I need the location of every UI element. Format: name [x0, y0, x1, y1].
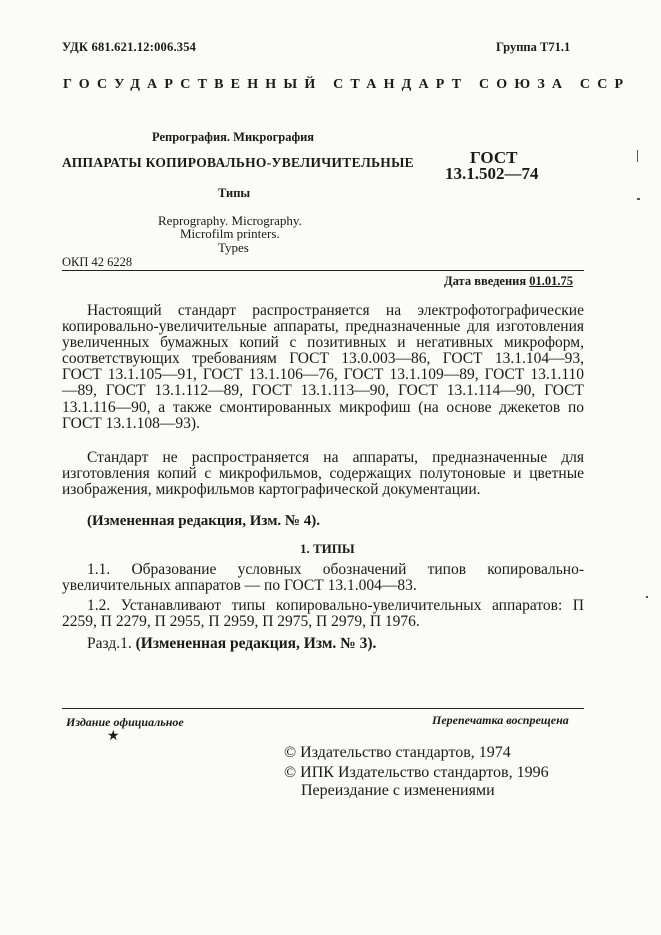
amendment-note-3-text: (Измененная редакция, Изм. № 3). [135, 635, 377, 652]
effective-date [444, 274, 573, 289]
copyright-1974: © Издательство стандартов, 1974 [284, 744, 511, 761]
scan-mark [637, 198, 640, 200]
english-title-line-2: Microfilm printers. [180, 226, 280, 241]
state-standard-heading: ГОСУДАРСТВЕННЫЙ СТАНДАРТ СОЮЗА ССР [63, 77, 631, 92]
clause-1-2: 1.2. Устанавливают типы копировально-увеличительных аппаратов: П 2259, П 2279, П 2955, П 2959, П 2975, П 2979, П 1976. [62, 597, 584, 631]
scan-mark [637, 150, 638, 162]
gost-label: ГОСТ [470, 148, 518, 167]
star-icon: ★ [107, 729, 120, 744]
english-title-line-1: Reprography. Micrography. [158, 213, 302, 228]
effective-date-label: Дата введения [444, 274, 527, 288]
amendment-note-4: (Измененная редакция, Изм. № 4). [87, 513, 321, 529]
okp-code: ОКП 42 6228 [62, 255, 133, 269]
document-title: АППАРАТЫ КОПИРОВАЛЬНО-УВЕЛИЧИТЕЛЬНЫЕ [62, 155, 414, 170]
copyright-1996: © ИПК Издательство стандартов, 1996 [284, 764, 549, 781]
reprint-prohibited: Перепечатка воспрещена [432, 713, 569, 727]
english-title-line-3: Types [218, 240, 249, 255]
gost-number: 13.1.502—74 [445, 164, 539, 183]
paragraph-exclusion: Стандарт не распространяется на аппараты, предназначенные для изготовления копий с микрофильмов, содержащих полутоновые и цветные изображения, микрофильмов картографической документации. [62, 449, 584, 499]
clause-1-1: 1.1. Образование условных обозначений типов копировально-увеличительных аппаратов — по ГОСТ 13.1.004—83. [62, 561, 584, 595]
subject-line: Репрография. Микрография [152, 130, 315, 144]
document-subtitle: Типы [218, 186, 251, 200]
udk-code: УДК 681.621.12:006.354 [62, 40, 197, 54]
official-edition: Издание официальное [66, 715, 184, 729]
section-title: 1. ТИПЫ [300, 541, 355, 556]
reissue-note: Переиздание с изменениями [301, 782, 495, 799]
effective-date-value: 01.01.75 [529, 274, 573, 288]
paragraph-scope: Настоящий стандарт распространяется на электрофотографические копировально-увеличительные аппараты, предназначенные для изготовления увеличенных бумажных копий с позитивных и негативных микроформ, соответствующих требованиям ГОСТ 13.0.003—86, ГОСТ 13.1.104—93, ГОСТ 13.1.105—91, ГОСТ 13.1.106—76, ГОСТ 13.1.109—89, ГОСТ 13.1.110—89, ГОСТ 13.1.112—89, ГОСТ 13.1.113—90, ГОСТ 13.1.114—90, ГОСТ 13.1.116—90, а также смонтированных микрофиш (на основе джекетов по ГОСТ 13.1.108—93). [62, 302, 584, 432]
header-divider [62, 270, 584, 271]
scan-mark [646, 596, 648, 598]
amendment-note-3-prefix: Разд.1. [87, 635, 132, 652]
amendment-note-3 [87, 635, 376, 653]
group-code: Группа Т71.1 [496, 40, 571, 54]
footer-divider [62, 708, 584, 709]
